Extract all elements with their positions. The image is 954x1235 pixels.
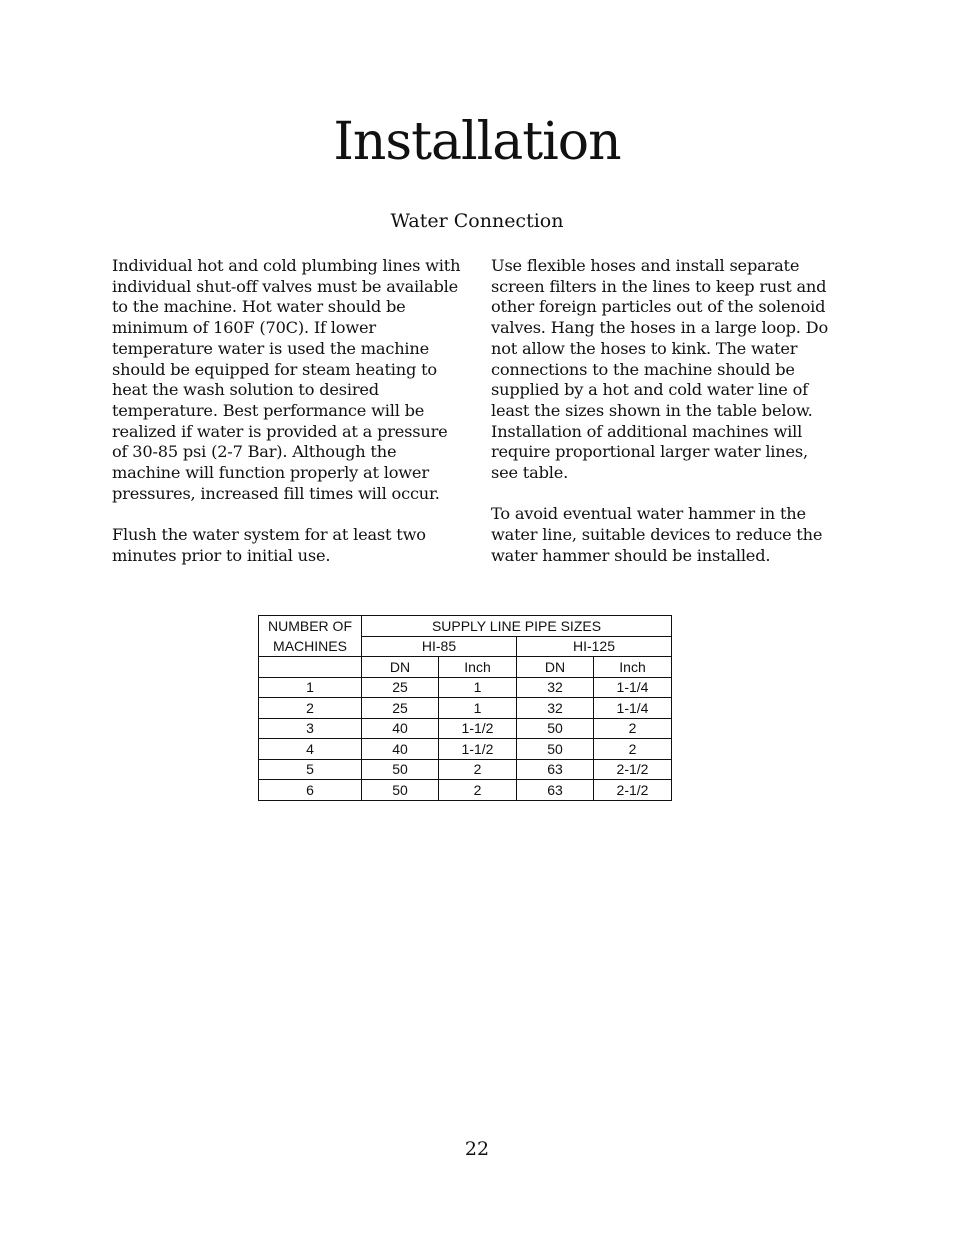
table-header-row [259, 616, 672, 637]
cell-hi85-inch: 1-1/2 [439, 739, 517, 760]
cell-hi125-dn: 63 [517, 759, 594, 780]
cell-machines: 5 [259, 759, 362, 780]
cell-hi85-dn: 25 [362, 698, 439, 719]
paragraph-flush-system: Flush the water system for at least two minutes prior to initial use. [112, 525, 426, 565]
table-row [259, 780, 672, 801]
cell-hi125-inch: 2-1/2 [594, 780, 672, 801]
header-unit-dn: DN [362, 657, 439, 678]
page-title: Installation [333, 112, 621, 172]
header-unit-dn: DN [517, 657, 594, 678]
cell-hi125-dn: 32 [517, 677, 594, 698]
header-unit-inch: Inch [439, 657, 517, 678]
cell-machines: 3 [259, 718, 362, 739]
cell-hi125-dn: 50 [517, 718, 594, 739]
right-text-column [491, 256, 836, 587]
cell-hi125-inch: 1-1/4 [594, 698, 672, 719]
header-supply-line-pipe-sizes: SUPPLY LINE PIPE SIZES [362, 616, 672, 637]
cell-hi85-inch: 2 [439, 759, 517, 780]
paragraph-hoses-filters: Use flexible hoses and install separate screen filters in the lines to keep rust and other foreign particles out of the solenoid valves. Hang the hoses in a large loop. Do not allow the hoses to kink. The water connections to the machine should be supplied by a hot and cold water line of least the sizes shown in the table below. Installation of additional machines will require proportional larger water lines, see table. [491, 256, 829, 483]
cell-hi85-dn: 50 [362, 759, 439, 780]
cell-hi85-dn: 40 [362, 739, 439, 760]
cell-hi85-inch: 2 [439, 780, 517, 801]
section-heading: Water Connection [390, 210, 564, 232]
table-header-row [259, 636, 672, 657]
page-number: 22 [464, 1138, 490, 1160]
cell-hi85-dn: 40 [362, 718, 439, 739]
cell-hi125-inch: 2-1/2 [594, 759, 672, 780]
table-row [259, 759, 672, 780]
paragraph-plumbing-requirements: Individual hot and cold plumbing lines with individual shut-off valves must be available to the machine. Hot water should be minimum of 160F (70C). If lower temperature water is used the machine should be equipped for steam heating to heat the wash solution to desired temperature. Best performance will be realized if water is provided at a pressure of 30-85 psi (2-7 Bar). Although the machine will function properly at lower pressures, increased fill times will occur. [112, 256, 461, 503]
cell-hi85-inch: 1 [439, 677, 517, 698]
cell-machines: 6 [259, 780, 362, 801]
cell-hi125-inch: 2 [594, 739, 672, 760]
supply-line-pipe-size-table [258, 615, 672, 801]
header-model-hi-125: HI-125 [517, 636, 672, 657]
cell-hi125-dn: 50 [517, 739, 594, 760]
header-number-of: NUMBER OF [259, 616, 362, 637]
header-model-hi-85: HI-85 [362, 636, 517, 657]
cell-machines: 2 [259, 698, 362, 719]
header-blank-cell [259, 657, 362, 678]
cell-hi125-dn: 63 [517, 780, 594, 801]
table-row [259, 718, 672, 739]
cell-hi85-inch: 1 [439, 698, 517, 719]
left-text-column [112, 256, 462, 587]
paragraph-water-hammer: To avoid eventual water hammer in the water line, suitable devices to reduce the water hammer should be installed. [491, 504, 823, 565]
table-row [259, 677, 672, 698]
header-machines: MACHINES [259, 636, 362, 657]
table-header-row [259, 657, 672, 678]
cell-hi85-dn: 50 [362, 780, 439, 801]
cell-hi85-inch: 1-1/2 [439, 718, 517, 739]
cell-hi85-dn: 25 [362, 677, 439, 698]
cell-hi125-inch: 2 [594, 718, 672, 739]
cell-hi125-inch: 1-1/4 [594, 677, 672, 698]
cell-hi125-dn: 32 [517, 698, 594, 719]
table-row [259, 739, 672, 760]
cell-machines: 4 [259, 739, 362, 760]
header-unit-inch: Inch [594, 657, 672, 678]
cell-machines: 1 [259, 677, 362, 698]
table-row [259, 698, 672, 719]
